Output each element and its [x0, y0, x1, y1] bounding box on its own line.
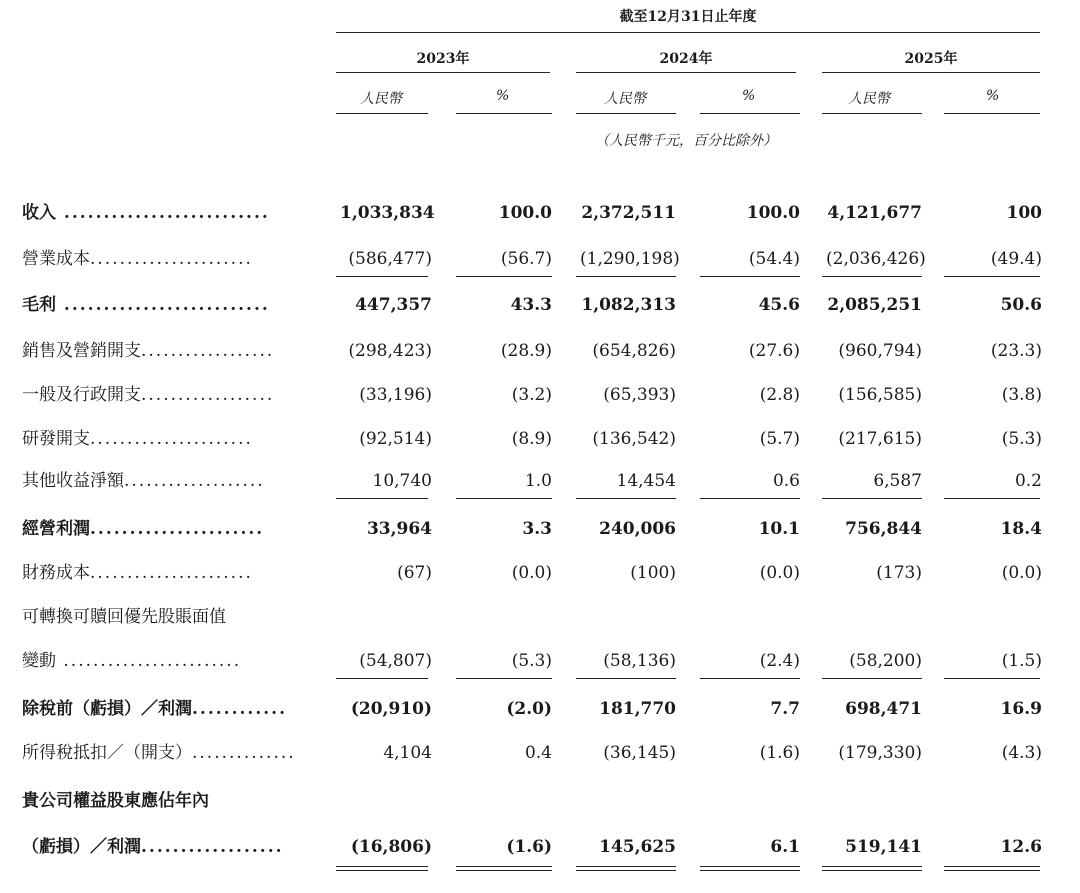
amount-cell: (2,036,426) [826, 249, 926, 269]
percent-cell: (3.8) [1001, 385, 1042, 405]
amount-cell: (136,542) [592, 429, 676, 449]
row-label [22, 424, 302, 454]
row-label-text: 除稅前（虧損）／利潤 [22, 699, 192, 719]
amount-cell: (92,514) [359, 429, 432, 449]
subtotal-rule [576, 498, 676, 499]
row-label [22, 558, 302, 588]
row-label-text: 所得稅抵扣／（開支） [22, 743, 192, 763]
row-label-text: 經營利潤 [22, 519, 90, 539]
total-double-rule [456, 866, 552, 867]
total-double-rule [944, 866, 1040, 867]
percent-cell: 6.1 [770, 837, 800, 857]
amount-cell: 756,844 [845, 519, 922, 539]
unit-percent: % [496, 88, 510, 104]
amount-cell: (654,826) [592, 341, 676, 361]
amount-cell: (16,806) [350, 837, 432, 857]
percent-cell: (2.8) [759, 385, 800, 405]
subtotal-rule [456, 498, 552, 499]
unit-percent: % [986, 88, 1000, 104]
percent-cell: 0.2 [1014, 471, 1042, 491]
amount-cell: 10,740 [372, 471, 432, 491]
amount-cell: (58,136) [603, 651, 676, 671]
subtotal-rule [822, 276, 922, 277]
percent-cell: (4.3) [1001, 743, 1042, 763]
unit-rule [700, 113, 800, 114]
amount-cell: (67) [397, 563, 432, 583]
unit-percent: % [742, 88, 756, 104]
period-header: 截至12月31日止年度 [619, 9, 757, 25]
year-rule [336, 72, 550, 73]
total-double-rule [700, 866, 800, 867]
row-label [22, 832, 302, 862]
amount-cell: 4,104 [383, 743, 432, 763]
amount-cell: (173) [876, 563, 922, 583]
percent-cell: (28.9) [500, 341, 552, 361]
percent-cell: (3.2) [511, 385, 552, 405]
amount-cell: (156,585) [838, 385, 922, 405]
percent-cell: (0.0) [759, 563, 800, 583]
leader-dots: .................. [141, 385, 275, 405]
subtotal-rule [336, 678, 428, 679]
percent-cell: 12.6 [1000, 837, 1042, 857]
amount-cell: 698,471 [845, 699, 922, 719]
year-2023: 2023年 [416, 51, 470, 67]
unit-rule [822, 113, 922, 114]
total-double-rule [822, 870, 922, 871]
year-rule [822, 72, 1040, 73]
subtotal-rule [822, 498, 922, 499]
amount-cell: (1,290,198) [580, 249, 680, 269]
percent-cell: 100.0 [498, 203, 552, 223]
unit-rmb: 人民幣 [360, 91, 402, 107]
table-row [0, 290, 1080, 320]
row-label-text: 其他收益淨額 [22, 471, 124, 491]
row-label [22, 336, 302, 366]
row-label [22, 786, 302, 816]
row-label [22, 646, 302, 676]
unit-rmb: 人民幣 [604, 91, 646, 107]
subtotal-rule [944, 498, 1040, 499]
amount-cell: 447,357 [355, 295, 432, 315]
percent-cell: (56.7) [500, 249, 552, 269]
leader-dots: .......................... [56, 295, 270, 315]
row-label [22, 514, 302, 544]
row-label-text: 貴公司權益股東應佔年內 [22, 791, 209, 811]
percent-cell: 7.7 [770, 699, 800, 719]
amount-cell: (100) [630, 563, 676, 583]
row-label-text: 研發開支 [22, 429, 90, 449]
percent-cell: (8.9) [511, 429, 552, 449]
subtotal-rule [456, 276, 552, 277]
row-label-text: 變動 [22, 651, 56, 671]
subtotal-rule [822, 678, 922, 679]
amount-cell: (179,330) [838, 743, 922, 763]
row-label-text: 毛利 [22, 295, 56, 315]
amount-cell: (217,615) [838, 429, 922, 449]
row-label-text: 營業成本 [22, 249, 90, 269]
percent-cell: (1.6) [759, 743, 800, 763]
amount-cell: (54,807) [359, 651, 432, 671]
table-row [0, 646, 1080, 676]
percent-cell: (5.3) [1001, 429, 1042, 449]
leader-dots: ...................... [90, 563, 253, 583]
percent-cell: (1.5) [1001, 651, 1042, 671]
unit-rule [336, 113, 428, 114]
table-row [0, 558, 1080, 588]
table-row [0, 832, 1080, 862]
percent-cell: 3.3 [522, 519, 552, 539]
table-row [0, 786, 1080, 816]
total-double-rule [576, 870, 676, 871]
header-rule [336, 32, 1040, 33]
row-label [22, 694, 302, 724]
amount-cell: (36,145) [603, 743, 676, 763]
percent-cell: (0.0) [1001, 563, 1042, 583]
percent-cell: (0.0) [511, 563, 552, 583]
amount-cell: 33,964 [366, 519, 432, 539]
leader-dots: ...................... [90, 429, 253, 449]
table-row [0, 514, 1080, 544]
amount-cell: (58,200) [849, 651, 922, 671]
total-double-rule [700, 870, 800, 871]
amount-cell: 240,006 [599, 519, 676, 539]
leader-dots: .................. [141, 837, 284, 857]
subtotal-rule [944, 276, 1040, 277]
amount-cell: (33,196) [359, 385, 432, 405]
percent-cell: (2.4) [759, 651, 800, 671]
leader-dots: .............. [192, 743, 296, 763]
subtotal-rule [944, 678, 1040, 679]
leader-dots: ........................ [56, 651, 242, 671]
percent-cell: 16.9 [1000, 699, 1042, 719]
percent-cell: 0.6 [772, 471, 800, 491]
percent-cell: (5.3) [511, 651, 552, 671]
subtotal-rule [336, 498, 428, 499]
unit-rule [944, 113, 1040, 114]
leader-dots: ...................... [90, 519, 265, 539]
percent-cell: 0.4 [524, 743, 552, 763]
amount-cell: 4,121,677 [827, 203, 922, 223]
subtotal-rule [700, 498, 800, 499]
row-label-text: 一般及行政開支 [22, 385, 141, 405]
percent-cell: 1.0 [524, 471, 552, 491]
subtotal-rule [576, 678, 676, 679]
table-row [0, 380, 1080, 410]
total-double-rule [456, 870, 552, 871]
percent-cell: 100.0 [746, 203, 800, 223]
leader-dots: .......................... [56, 203, 270, 223]
table-row [0, 738, 1080, 768]
amount-cell: (586,477) [348, 249, 432, 269]
subtotal-rule [336, 276, 428, 277]
row-label [22, 602, 302, 632]
row-label-text: 收入 [22, 203, 56, 223]
percent-cell: (5.7) [759, 429, 800, 449]
row-label [22, 738, 302, 768]
percent-cell: 18.4 [1000, 519, 1042, 539]
amount-cell: 2,372,511 [581, 203, 676, 223]
amount-cell: (65,393) [603, 385, 676, 405]
amount-cell: 2,085,251 [827, 295, 922, 315]
percent-cell: 50.6 [1000, 295, 1042, 315]
row-label-text: 可轉換可贖回優先股賬面值 [22, 607, 226, 627]
table-row [0, 424, 1080, 454]
percent-cell: (2.0) [506, 699, 552, 719]
year-rule [576, 72, 796, 73]
row-label [22, 466, 302, 496]
amount-cell: (298,423) [348, 341, 432, 361]
total-double-rule [944, 870, 1040, 871]
year-2025: 2025年 [904, 51, 958, 67]
units-note: （人民幣千元，百分比除外） [595, 133, 777, 149]
row-label-text: 銷售及營銷開支 [22, 341, 141, 361]
unit-rule [576, 113, 676, 114]
total-double-rule [336, 866, 428, 867]
amount-cell: 519,141 [845, 837, 922, 857]
percent-cell: (54.4) [748, 249, 800, 269]
table-row [0, 466, 1080, 496]
amount-cell: 14,454 [616, 471, 676, 491]
amount-cell: 1,082,313 [581, 295, 676, 315]
amount-cell: (960,794) [838, 341, 922, 361]
table-row [0, 198, 1080, 228]
table-row [0, 694, 1080, 724]
table-row [0, 602, 1080, 632]
row-label-text: 財務成本 [22, 563, 90, 583]
percent-cell: (27.6) [748, 341, 800, 361]
leader-dots: ................... [124, 471, 265, 491]
amount-cell: (20,910) [350, 699, 432, 719]
total-double-rule [576, 866, 676, 867]
total-double-rule [822, 866, 922, 867]
leader-dots: ...................... [90, 249, 253, 269]
percent-cell: 100 [1006, 203, 1042, 223]
leader-dots: .................. [141, 341, 275, 361]
percent-cell: (23.3) [990, 341, 1042, 361]
percent-cell: 10.1 [758, 519, 800, 539]
year-2024: 2024年 [659, 51, 713, 67]
row-label [22, 380, 302, 410]
amount-cell: 181,770 [599, 699, 676, 719]
unit-rmb: 人民幣 [848, 91, 890, 107]
amount-cell: 1,033,834 [340, 203, 435, 223]
percent-cell: 43.3 [510, 295, 552, 315]
amount-cell: 145,625 [599, 837, 676, 857]
percent-cell: 45.6 [758, 295, 800, 315]
subtotal-rule [456, 678, 552, 679]
subtotal-rule [576, 276, 676, 277]
subtotal-rule [700, 276, 800, 277]
row-label-text: （虧損）／利潤 [22, 837, 141, 857]
subtotal-rule [700, 678, 800, 679]
amount-cell: 6,587 [873, 471, 922, 491]
percent-cell: (49.4) [990, 249, 1042, 269]
row-label [22, 198, 302, 228]
row-label [22, 244, 302, 274]
table-row [0, 244, 1080, 274]
leader-dots: ............ [192, 699, 288, 719]
total-double-rule [336, 870, 428, 871]
table-row [0, 336, 1080, 366]
row-label [22, 290, 302, 320]
unit-rule [456, 113, 552, 114]
percent-cell: (1.6) [506, 837, 552, 857]
